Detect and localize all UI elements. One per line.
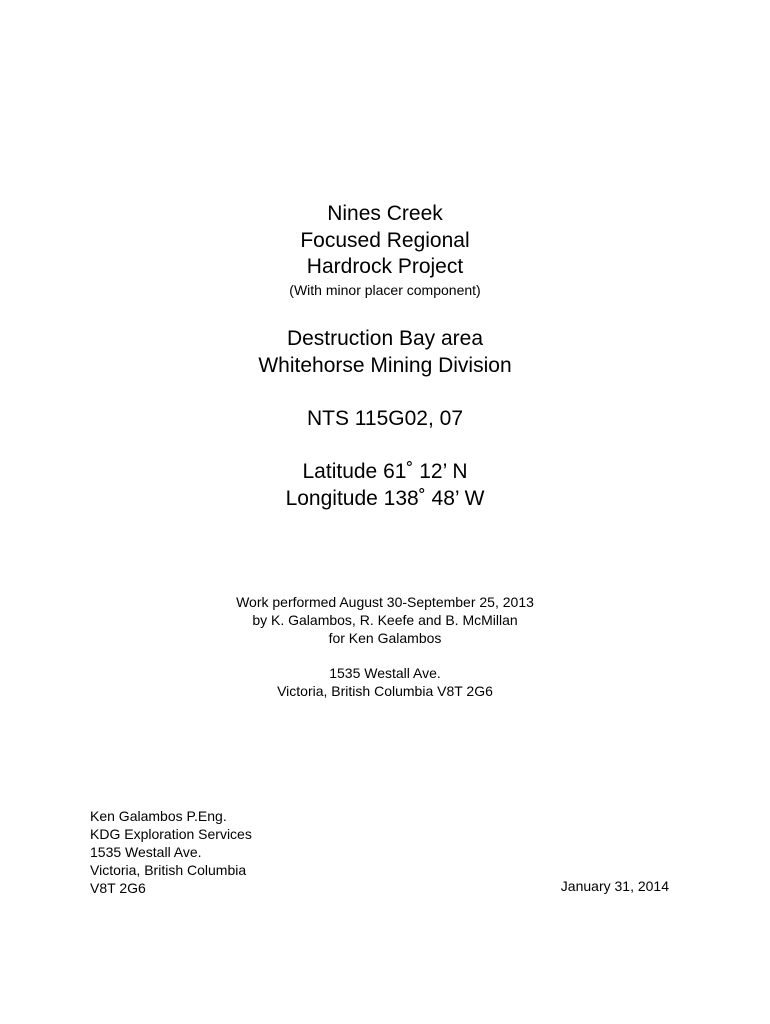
- author-company: KDG Exploration Services: [90, 826, 252, 842]
- author-street: 1535 Westall Ave.: [90, 844, 202, 860]
- location-block: [0, 326, 770, 379]
- work-client: for Ken Galambos: [328, 630, 442, 646]
- coordinates-block: [0, 459, 770, 512]
- work-performed-block: [0, 593, 770, 647]
- work-dates: Work performed August 30-September 25, 2013: [236, 594, 534, 610]
- author-postal: V8T 2G6: [90, 880, 146, 896]
- author-block: [90, 807, 252, 897]
- subtitle-text: (With minor placer component): [289, 282, 481, 298]
- nts-block: [0, 406, 770, 433]
- client-street: 1535 Westall Ave.: [329, 665, 441, 681]
- title-line-1: Nines Creek: [327, 202, 443, 225]
- work-personnel: by K. Galambos, R. Keefe and B. McMillan: [252, 612, 518, 628]
- latitude: Latitude 61˚ 12’ N: [302, 460, 468, 483]
- client-city: Victoria, British Columbia V8T 2G6: [277, 683, 493, 699]
- author-name: Ken Galambos P.Eng.: [90, 808, 227, 824]
- report-title: [0, 201, 770, 281]
- report-subtitle: [0, 281, 770, 299]
- location-area: Destruction Bay area: [286, 327, 484, 350]
- title-line-2: Focused Regional: [300, 228, 470, 252]
- nts-sheets: NTS 115G02, 07: [306, 407, 464, 430]
- client-address-block: [0, 664, 770, 700]
- mining-division: Whitehorse Mining Division: [258, 353, 512, 377]
- report-date: January 31, 2014: [560, 878, 669, 894]
- title-line-3: Hardrock Project: [306, 255, 464, 278]
- author-city: Victoria, British Columbia: [90, 862, 247, 878]
- longitude: Longitude 138˚ 48’ W: [285, 486, 485, 510]
